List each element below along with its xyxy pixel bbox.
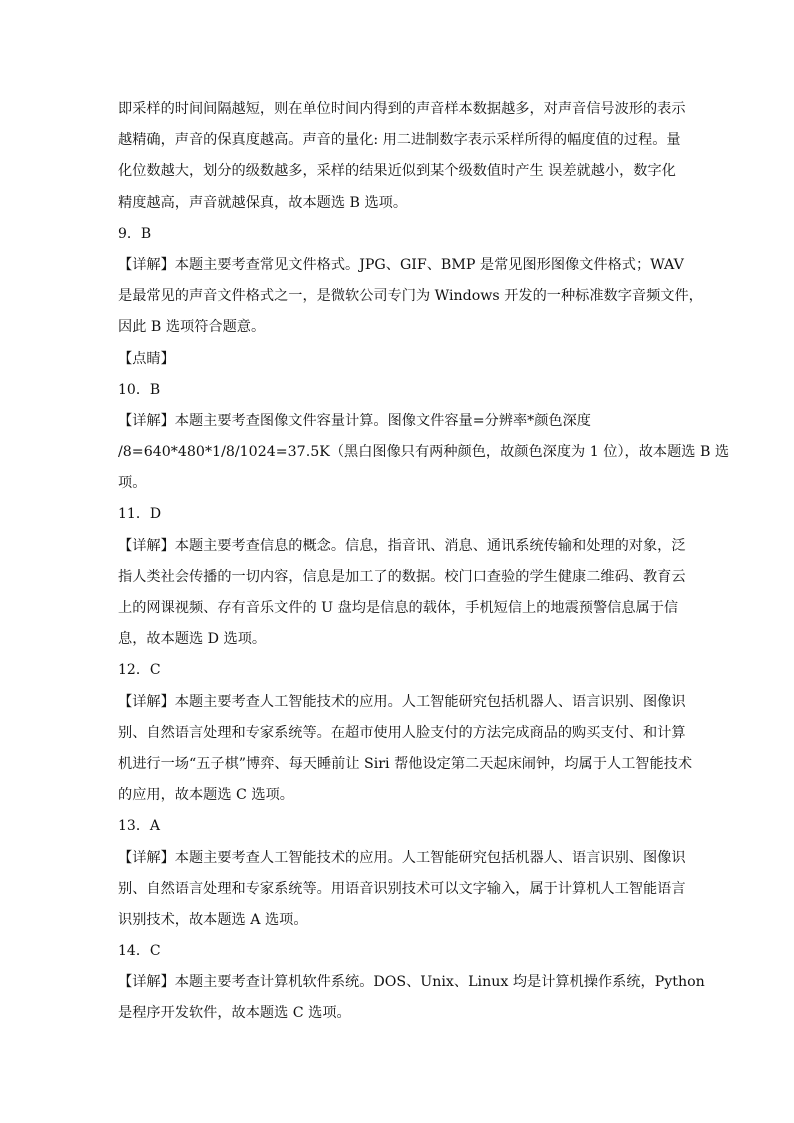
answer-heading-11: 11．D: [118, 506, 162, 523]
text-line: 识别技术，故本题选 A 选项。: [118, 911, 308, 928]
text-line: 【详解】本题主要考查人工智能技术的应用。人工智能研究包括机器人、语言识别、图像识: [118, 693, 686, 710]
text-line: 【详解】本题主要考查图像文件容量计算。图像文件容量=分辨率*颜色深度: [118, 412, 591, 429]
answer-heading-9: 9．B: [118, 225, 152, 242]
text-line: 上的网课视频、存有音乐文件的 U 盘均是信息的载体，手机短信上的地震预警信息属于信: [118, 600, 679, 616]
document-page: [118, 94, 730, 1030]
text-line: 【详解】本题主要考查人工智能技术的应用。人工智能研究包括机器人、语言识别、图像识: [118, 849, 686, 866]
answer-heading-12: 12．C: [118, 662, 161, 679]
text-line: 指人类社会传播的一切内容，信息是加工了的数据。校门口查验的学生健康二维码、教育云: [118, 568, 686, 585]
text-line: 【详解】本题主要考查常见文件格式。JPG、GIF、BMP 是常见图形图像文件格式；WAV: [118, 256, 684, 273]
text-line: 的应用，故本题选 C 选项。: [118, 787, 294, 804]
answer-heading-13: 13．A: [118, 818, 160, 835]
text-line: 项。: [118, 475, 147, 492]
answer-heading-14: 14．C: [118, 943, 161, 960]
text-line: 是程序开发软件，故本题选 C 选项。: [118, 1005, 351, 1022]
answer-heading-10: 10．B: [118, 381, 161, 398]
text-line: 因此 B 选项符合题意。: [118, 319, 266, 336]
text-line: 【详解】本题主要考查信息的概念。信息，指音讯、消息、通讯系统传输和处理的对象，泛: [118, 537, 686, 554]
text-line: 是最常见的声音文件格式之一，是微软公司专门为 Windows 开发的一种标准数字音频文件，: [118, 288, 703, 305]
text-line: 别、自然语言处理和专家系统等。在超市使用人脸支付的方法完成商品的购买支付、和计算: [118, 724, 686, 741]
text-line: 越精确，声音的保真度越高。声音的量化: 用二进制数字表示采样所得的幅度值的过程。量: [118, 132, 681, 149]
section-label: 【点睛】: [118, 350, 175, 367]
text-line: 机进行一场“五子棋”博弈、每天睡前让 Siri 帮他设定第二天起床闹钟，均属于人工智能技术: [118, 755, 693, 772]
text-line: 【详解】本题主要考查计算机软件系统。DOS、Unix、Linux 均是计算机操作系统，Python: [118, 974, 705, 991]
text-line: 精度越高，声音就越保真，故本题选 B 选项。: [118, 194, 408, 211]
text-line: /8=640*480*1/8/1024=37.5K（黑白图像只有两种颜色，故颜色深度为 1 位），故本题选 B 选: [118, 444, 730, 461]
text-line: 别、自然语言处理和专家系统等。用语音识别技术可以文字输入，属于计算机人工智能语言: [118, 880, 686, 897]
text-line: 化位数越大，划分的级数越多，采样的结果近似到某个级数值时产生 误差就越小，数字化: [118, 163, 676, 180]
text-line: 即采样的时间间隔越短，则在单位时间内得到的声音样本数据越多，对声音信号波形的表示: [118, 101, 686, 117]
text-line: 息，故本题选 D 选项。: [118, 631, 267, 648]
